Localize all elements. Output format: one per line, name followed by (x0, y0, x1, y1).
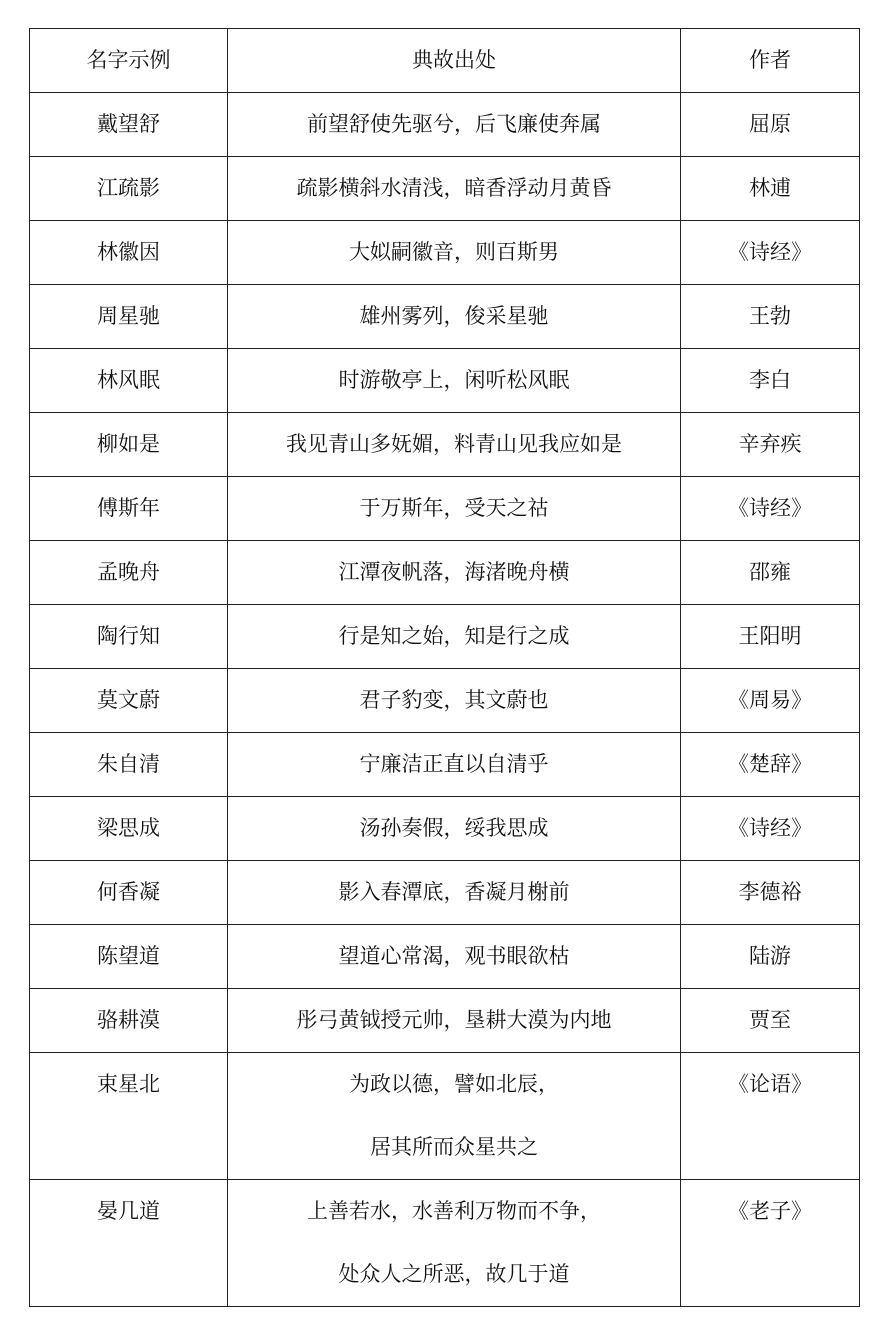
author-cell: 王勃 (681, 285, 860, 349)
source-line: 江潭夜帆落，海渚晚舟横 (338, 560, 570, 584)
table-row (30, 1180, 860, 1307)
author-cell: 李德裕 (681, 861, 860, 925)
source-cell (228, 989, 681, 1053)
table-row (30, 285, 860, 349)
source-cell (228, 221, 681, 285)
name-cell: 陶行知 (30, 605, 228, 669)
table-row (30, 733, 860, 797)
source-line: 于万斯年，受天之祜 (359, 496, 549, 520)
source-cell (228, 797, 681, 861)
name-cell: 戴望舒 (30, 93, 228, 157)
name-cell: 束星北 (30, 1053, 228, 1180)
table-row (30, 925, 860, 989)
author-cell: 《诗经》 (681, 221, 860, 285)
table-row (30, 93, 860, 157)
name-cell: 林徽因 (30, 221, 228, 285)
source-line: 大姒嗣徽音，则百斯男 (349, 240, 559, 264)
author-cell: 陆游 (681, 925, 860, 989)
name-cell: 江疏影 (30, 157, 228, 221)
source-line: 彤弓黄钺授元帅，垦耕大漠为内地 (296, 1008, 612, 1032)
table-row (30, 605, 860, 669)
name-cell: 柳如是 (30, 413, 228, 477)
source-cell (228, 733, 681, 797)
author-cell: 屈原 (681, 93, 860, 157)
name-cell: 孟晚舟 (30, 541, 228, 605)
header-author: 作者 (681, 29, 860, 93)
source-line: 处众人之所恶，故几于道 (338, 1262, 570, 1286)
source-line: 居其所而众星共之 (370, 1135, 538, 1159)
header-source: 典故出处 (228, 29, 681, 93)
source-cell (228, 1180, 681, 1307)
source-line: 影入春潭底，香凝月榭前 (338, 880, 570, 904)
source-line: 雄州雾列，俊采星驰 (359, 304, 549, 328)
source-cell (228, 93, 681, 157)
source-cell (228, 157, 681, 221)
header-row (30, 29, 860, 93)
source-line: 君子豹变，其文蔚也 (359, 688, 549, 712)
table-row (30, 477, 860, 541)
author-cell: 邵雍 (681, 541, 860, 605)
table-row (30, 669, 860, 733)
table-row (30, 349, 860, 413)
source-cell (228, 605, 681, 669)
table-body (30, 93, 860, 1307)
source-line: 行是知之始，知是行之成 (338, 624, 570, 648)
header-name-example: 名字示例 (30, 29, 228, 93)
author-cell: 《老子》 (681, 1180, 860, 1307)
source-line: 汤孙奏假，绥我思成 (359, 816, 549, 840)
source-cell (228, 349, 681, 413)
source-cell (228, 541, 681, 605)
author-cell: 贾至 (681, 989, 860, 1053)
source-cell (228, 285, 681, 349)
source-line: 为政以德，譬如北辰， (349, 1072, 559, 1096)
name-cell: 傅斯年 (30, 477, 228, 541)
source-line: 时游敬亭上，闲听松风眠 (338, 368, 570, 392)
name-cell: 梁思成 (30, 797, 228, 861)
author-cell: 《论语》 (681, 1053, 860, 1180)
name-cell: 陈望道 (30, 925, 228, 989)
source-cell (228, 925, 681, 989)
source-line: 望道心常渴，观书眼欲枯 (338, 944, 570, 968)
names-table (29, 28, 860, 1307)
source-line: 前望舒使先驱兮，后飞廉使奔属 (307, 112, 601, 136)
table-row (30, 221, 860, 285)
source-cell (228, 477, 681, 541)
name-cell: 莫文蔚 (30, 669, 228, 733)
author-cell: 《楚辞》 (681, 733, 860, 797)
author-cell: 李白 (681, 349, 860, 413)
author-cell: 《周易》 (681, 669, 860, 733)
name-cell: 林风眠 (30, 349, 228, 413)
author-cell: 《诗经》 (681, 797, 860, 861)
table-row (30, 541, 860, 605)
name-cell: 晏几道 (30, 1180, 228, 1307)
name-cell: 周星驰 (30, 285, 228, 349)
name-cell: 骆耕漠 (30, 989, 228, 1053)
author-cell: 辛弃疾 (681, 413, 860, 477)
table-row (30, 1053, 860, 1180)
name-cell: 朱自清 (30, 733, 228, 797)
table-row (30, 989, 860, 1053)
source-cell (228, 1053, 681, 1180)
source-cell (228, 413, 681, 477)
source-line: 宁廉洁正直以自清乎 (359, 752, 549, 776)
source-line: 疏影横斜水清浅，暗香浮动月黄昏 (296, 176, 612, 200)
author-cell: 《诗经》 (681, 477, 860, 541)
name-cell: 何香凝 (30, 861, 228, 925)
source-line: 我见青山多妩媚，料青山见我应如是 (286, 432, 622, 456)
table-row (30, 797, 860, 861)
table-row (30, 157, 860, 221)
source-cell (228, 861, 681, 925)
source-cell (228, 669, 681, 733)
source-line: 上善若水，水善利万物而不争， (307, 1199, 601, 1223)
table-row (30, 413, 860, 477)
author-cell: 王阳明 (681, 605, 860, 669)
author-cell: 林逋 (681, 157, 860, 221)
table-row (30, 861, 860, 925)
